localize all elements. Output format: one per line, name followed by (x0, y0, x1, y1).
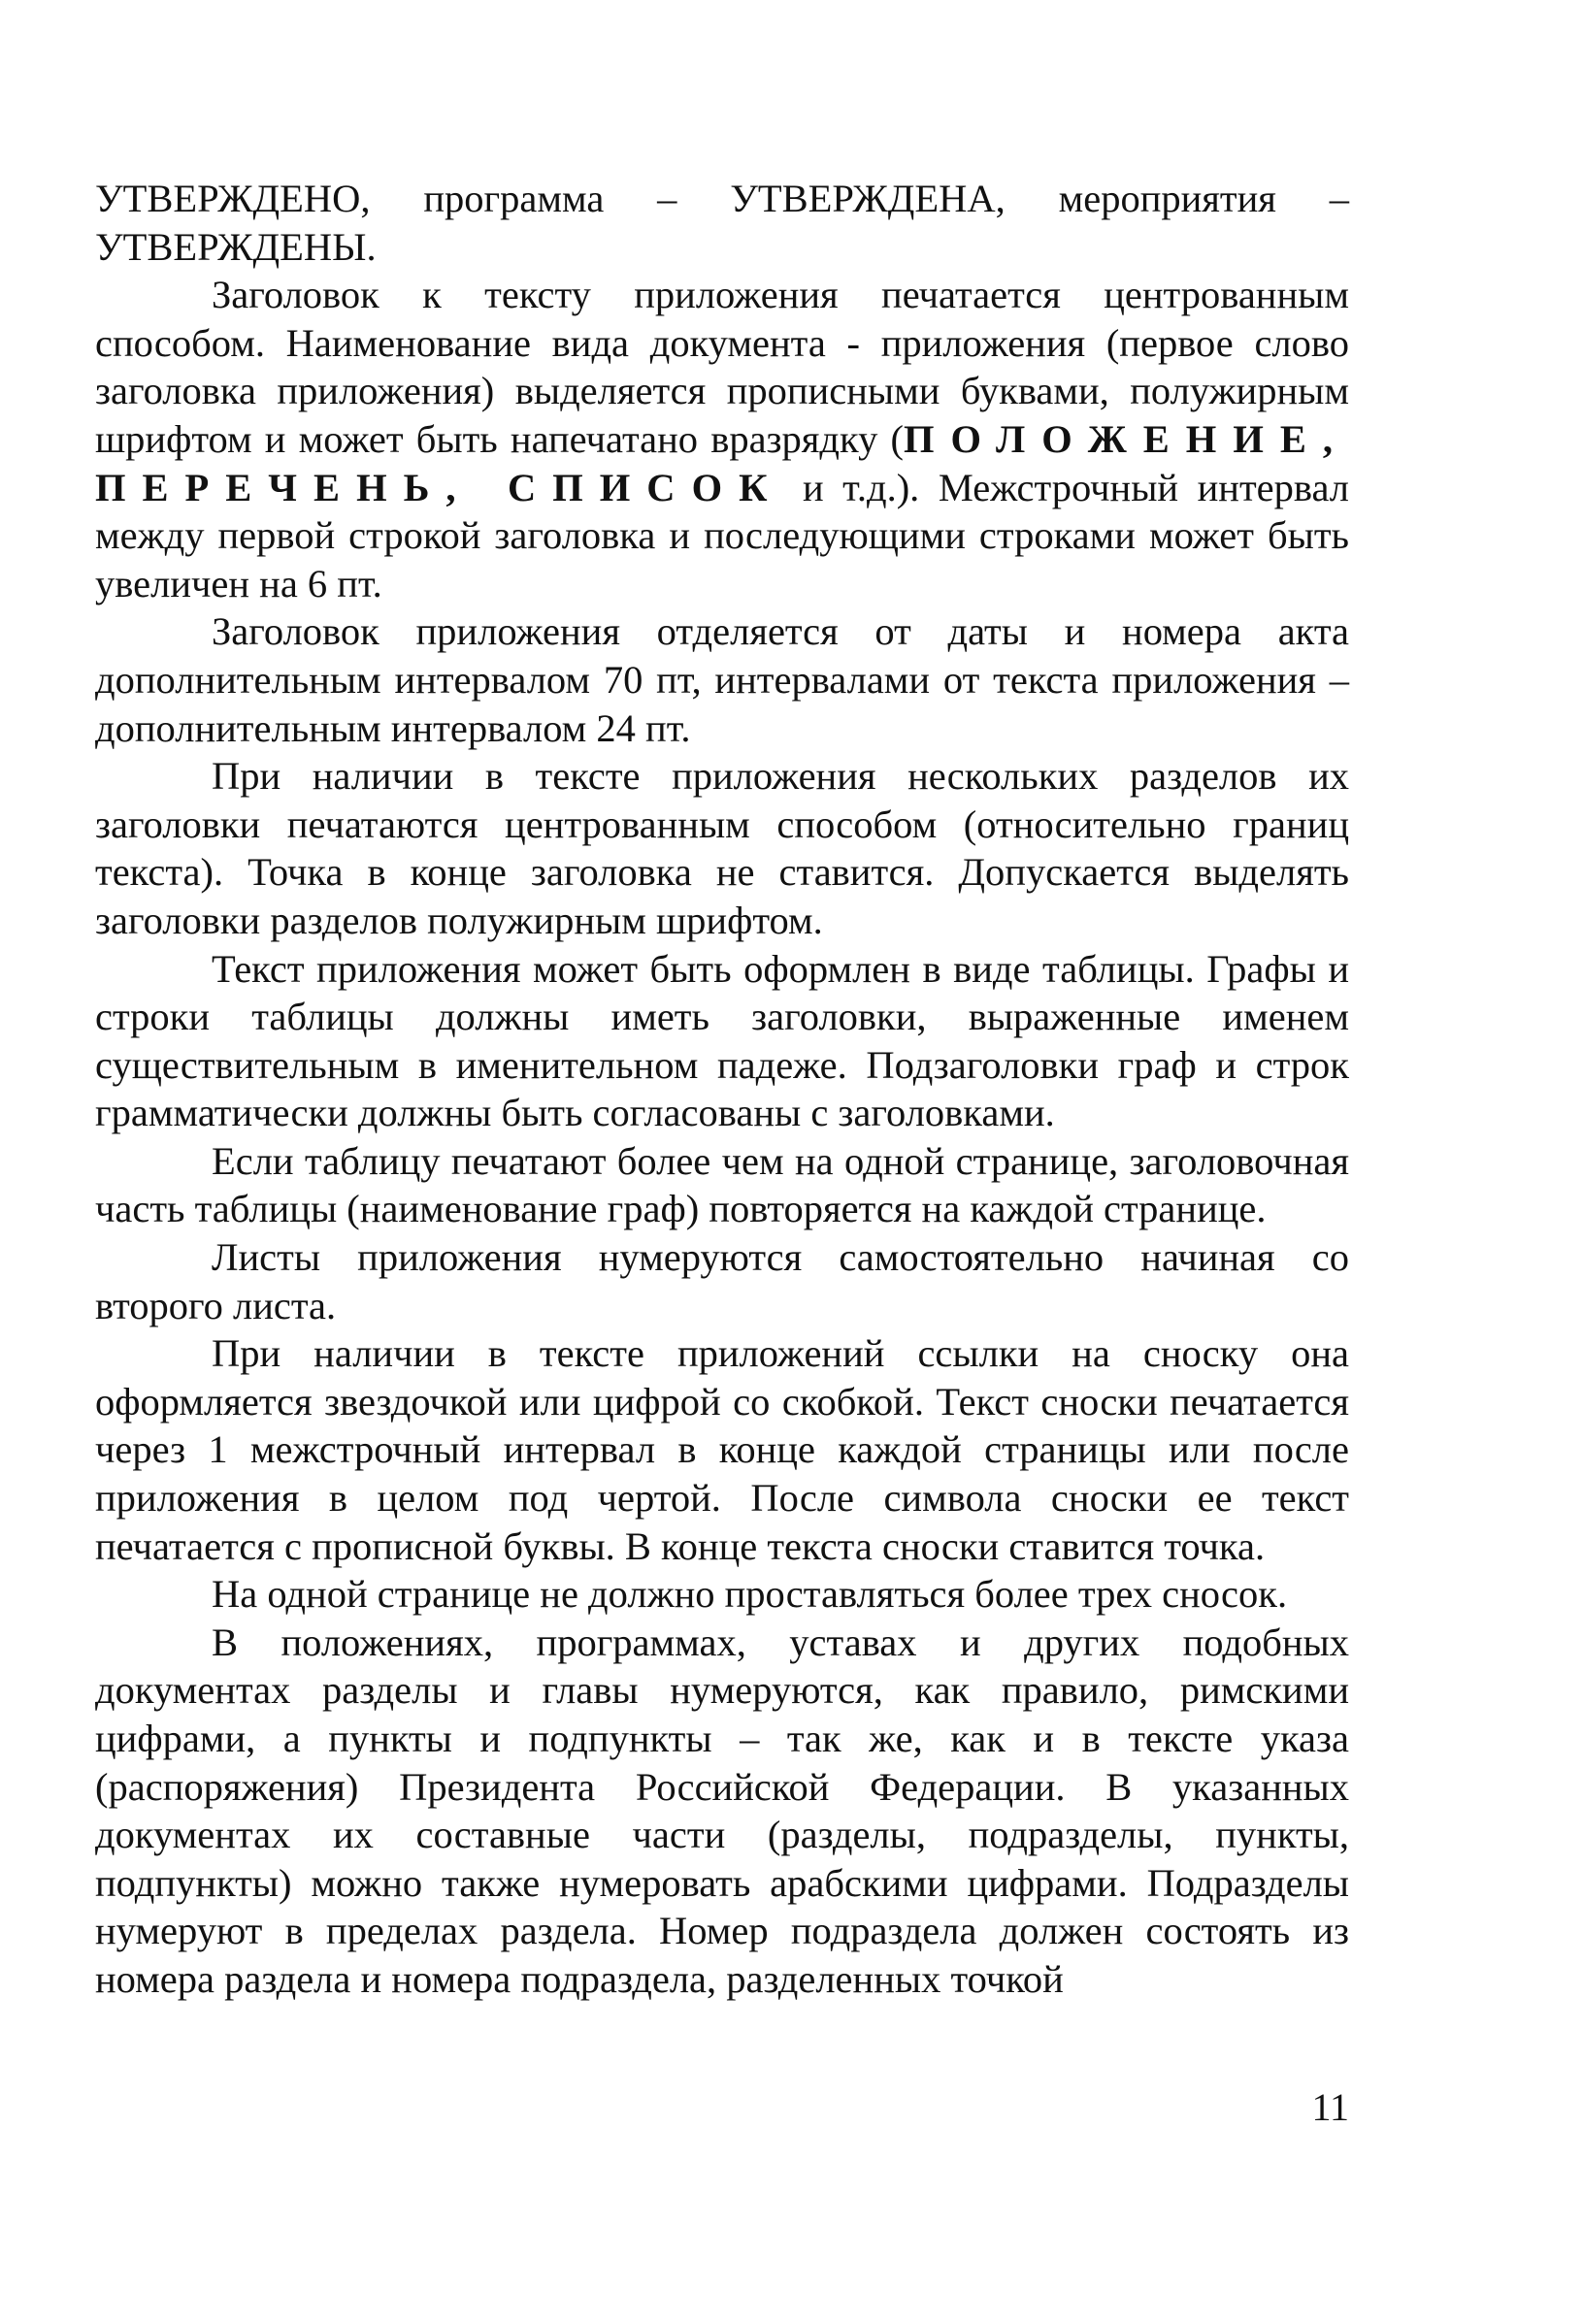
paragraph-4: При наличии в тексте приложения нескольких разделов их заголовки печатаются центрованным способом (относительно границ текста). Точка в конце заголовка не ставится. Допускается выделять заголовки разделов полужирным шрифтом. (95, 754, 1349, 942)
paragraph-8: При наличии в тексте приложений ссылки на сноску она оформляется звездочкой или цифрой со скобкой. Текст сноски печатается через 1 межстрочный интервал в конце каждой страницы или после приложения в целом под чертой. После символа сноски ее текст печатается с прописной буквы. В конце текста сноски ставится точка. (95, 1331, 1349, 1568)
paragraph-5: Текст приложения может быть оформлен в виде таблицы. Графы и строки таблицы должны иметь заголовки, выраженные именем существительным в именительном падеже. Подзаголовки граф и строк грамматически должны быть согласованы с заголовками. (95, 946, 1349, 1135)
paragraph-6: Если таблицу печатают более чем на одной странице, заголовочная часть таблицы (наименование граф) повторяется на каждой странице. (95, 1138, 1349, 1231)
paragraph-9: На одной странице не должно проставляться более трех сносок. (212, 1572, 1288, 1617)
paragraph-2 (95, 271, 1349, 607)
paragraph-3: Заголовок приложения отделяется от даты и номера акта дополнительным интервалом 70 пт, интервалами от текста приложения – дополнительным интервалом 24 пт. (95, 609, 1349, 750)
paragraph-1: УТВЕРЖДЕНО, программа – УТВЕРЖДЕНА, мероприятия – УТВЕРЖДЕНЫ. (95, 177, 1349, 269)
document-page (95, 175, 1349, 2004)
paragraph-2-text-before: Заголовок к тексту приложения печатается центрованным способом. Наименование вида документа - приложения (первое слово заголовка приложения) выделяется прописными буквами, полужирным шрифтом и может быть напечатано вразрядку ( (95, 273, 1349, 461)
paragraph-7: Листы приложения нумеруются самостоятельно начиная со второго листа. (95, 1235, 1349, 1327)
paragraph-2-spaced-words: ПОЛОЖЕНИЕ, ПЕРЕЧЕНЬ, СПИСОК (95, 416, 1349, 509)
paragraph-2-text-after: и т.д.). Межстрочный интервал между первой строкой заголовка и последующими строками может быть увеличен на 6 пт. (95, 465, 1350, 606)
paragraph-10: В положениях, программах, уставах и других подобных документах разделы и главы нумеруются, как правило, римскими цифрами, а пункты и подпункты – так же, как и в тексте указа (распоряжения) Президента Российской Федерации. В указанных документах их составные части (разделы, подразделы, пункты, подпункты) можно также нумеровать арабскими цифрами. Подразделы нумеруют в пределах раздела. Номер подраздела должен состоять из номера раздела и номера подраздела, разделенных точкой (95, 1620, 1349, 2001)
page-number: 11 (1311, 2085, 1349, 2129)
